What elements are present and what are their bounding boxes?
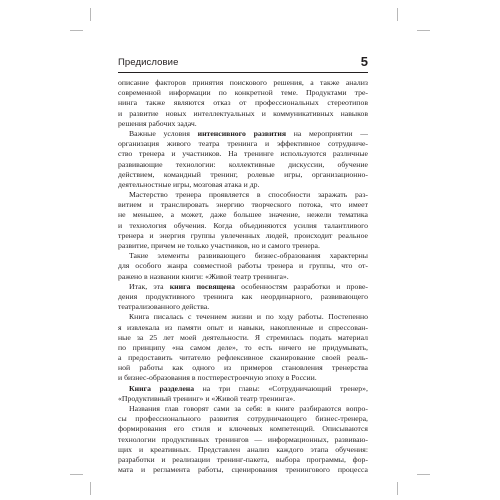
text-line xyxy=(118,231,368,241)
text-run: щих и креативных. Представлен анализ каждого этапа обучения: xyxy=(118,444,368,454)
text-run: технологии продуктивных тренингов — информационных, развиваю- xyxy=(118,434,368,444)
text-line xyxy=(118,88,368,98)
text-run: театрализованного действа. xyxy=(118,302,210,312)
text-run: современной информации по конкретной теме. Продуктами тре- xyxy=(118,88,368,98)
text-line xyxy=(118,414,368,424)
text-run: описание факторов принятия поискового решения, а также анализ xyxy=(118,78,368,87)
crop-mark-bottom-right-v xyxy=(397,482,398,495)
text-run: по принципу «на самом деле», то есть ничего не придумывать, xyxy=(118,342,368,352)
text-run: деятельностные игры, мозговая атака и др. xyxy=(118,179,260,189)
text-line xyxy=(118,435,368,445)
text-line xyxy=(118,363,368,373)
crop-mark-top-right-h xyxy=(417,30,430,31)
text-line xyxy=(118,312,368,322)
text-line xyxy=(118,170,368,180)
page-number: 5 xyxy=(360,54,368,69)
text-run: я извлекала из памяти опыт и навыки, накопленные и спрессован- xyxy=(118,322,368,332)
text-run: Книга писалась с течением жизни и по ходу работы. Постепенно xyxy=(129,312,368,322)
text-line xyxy=(118,384,368,394)
text-line xyxy=(118,465,368,475)
text-line xyxy=(118,149,368,159)
text-run: дения продуктивного тренинга как неординарного, развивающего xyxy=(118,291,368,301)
text-line xyxy=(118,251,368,261)
text-run: особенностям разработки и прове- xyxy=(234,281,368,291)
text-line xyxy=(118,424,368,434)
running-header xyxy=(118,56,368,72)
text-line xyxy=(118,343,368,353)
text-run: Мастерство тренера проявляется в способности заражать раз- xyxy=(129,190,368,200)
text-run: развивающие технологии: коллективные дискуссии, обучение xyxy=(118,159,368,169)
bold-text-run: интенсивного развития xyxy=(197,128,287,138)
text-run: ной работы как одного из примеров становления тренерства xyxy=(118,363,368,373)
text-line xyxy=(118,190,368,200)
text-run: «Продуктивный тренинг» и «Живой театр тренинга». xyxy=(118,393,296,403)
text-run: решения рабочих задач. xyxy=(118,118,197,128)
header-rule xyxy=(118,72,368,73)
text-run: и бизнес-образования в постперестроечную эпоху в России. xyxy=(118,373,317,383)
bold-text-run: книга посвящена xyxy=(169,281,235,291)
crop-mark-top-left-h xyxy=(70,30,83,31)
text-run: на три главы: «Сотрудничающий тренер», xyxy=(194,383,368,393)
text-run: мата и регламента работы, сценирования тренингового процесса xyxy=(118,465,368,475)
text-run: не меньшее, а может, даже большее значение, нежели тематика xyxy=(118,210,368,220)
text-line xyxy=(118,221,368,231)
text-line xyxy=(118,98,368,108)
text-line xyxy=(118,373,368,383)
body-text xyxy=(118,78,368,475)
text-run: для особого жанра совместной работы тренера и группы, что от- xyxy=(118,261,368,271)
text-run: организация живого театра тренинга и эффективное сотрудниче- xyxy=(118,139,368,149)
text-run: на мероприятии — xyxy=(286,128,368,138)
text-run: действием, командный тренинг, ролевые игры, организационно- xyxy=(118,169,368,179)
crop-mark-bottom-right-h xyxy=(417,474,430,475)
text-line xyxy=(118,333,368,343)
text-run: развитие, причем не только участников, но и самого тренера. xyxy=(118,241,320,250)
text-run: Названия глав говорят сами за себя: в книге разбираются вопро- xyxy=(129,404,368,413)
text-line xyxy=(118,200,368,210)
text-run: ражено в названии книги: «Живой театр тренинга». xyxy=(118,271,289,281)
text-run: Такие элементы развивающего бизнес-образования характерны xyxy=(129,251,368,261)
text-run: и развитие новых интеллектуальных и коммуникативных навыков xyxy=(118,108,368,118)
text-line xyxy=(118,119,368,129)
text-line xyxy=(118,455,368,465)
text-line xyxy=(118,261,368,271)
running-header-title: Предисловие xyxy=(118,57,179,68)
text-line xyxy=(118,404,368,414)
text-run: ные за 25 лет моей деятельности. Я стремилась подать материал xyxy=(118,332,368,342)
text-line xyxy=(118,282,368,292)
text-line xyxy=(118,129,368,139)
text-line xyxy=(118,292,368,302)
text-run: Важные условия xyxy=(129,128,198,138)
text-line xyxy=(118,241,368,251)
text-run: сы профессионального развития сотрудничающего бизнес-тренера, xyxy=(118,414,368,424)
text-run: нинга также являются отказ от профессиональных стереотипов xyxy=(118,98,368,108)
text-line xyxy=(118,353,368,363)
text-line xyxy=(118,160,368,170)
text-line xyxy=(118,302,368,312)
text-line xyxy=(118,272,368,282)
text-run: витием и транслировать энергию творческого потока, что имеет xyxy=(118,200,368,210)
text-run: разработки и реализации тренинг-пакета, выбора программы, фор- xyxy=(118,454,368,464)
text-line xyxy=(118,139,368,149)
text-line xyxy=(118,323,368,333)
text-run: и технология обучения. Когда объединяются усилия талантливого xyxy=(118,220,368,230)
bold-text-run: Книга разделена xyxy=(129,383,195,393)
text-run: Итак, эта xyxy=(129,281,170,291)
text-run: ство тренера и участников. На тренинге используются различные xyxy=(118,149,368,159)
text-run: тренера и энергия группы увлеченных людей, происходит реальное xyxy=(118,230,368,240)
crop-mark-bottom-left-v xyxy=(90,482,91,495)
text-line xyxy=(118,394,368,404)
text-line xyxy=(118,109,368,119)
text-line xyxy=(118,445,368,455)
text-line xyxy=(118,180,368,190)
crop-mark-top-right-v xyxy=(397,8,398,21)
crop-mark-bottom-left-h xyxy=(70,474,83,475)
text-line xyxy=(118,78,368,88)
crop-mark-top-left-v xyxy=(90,8,91,21)
text-line xyxy=(118,210,368,220)
text-run: формирования его стиля и ключевых компетенций. Описываются xyxy=(118,424,368,434)
text-run: а предоставить читателю рефлексивное сканирование своей реаль- xyxy=(118,353,368,363)
